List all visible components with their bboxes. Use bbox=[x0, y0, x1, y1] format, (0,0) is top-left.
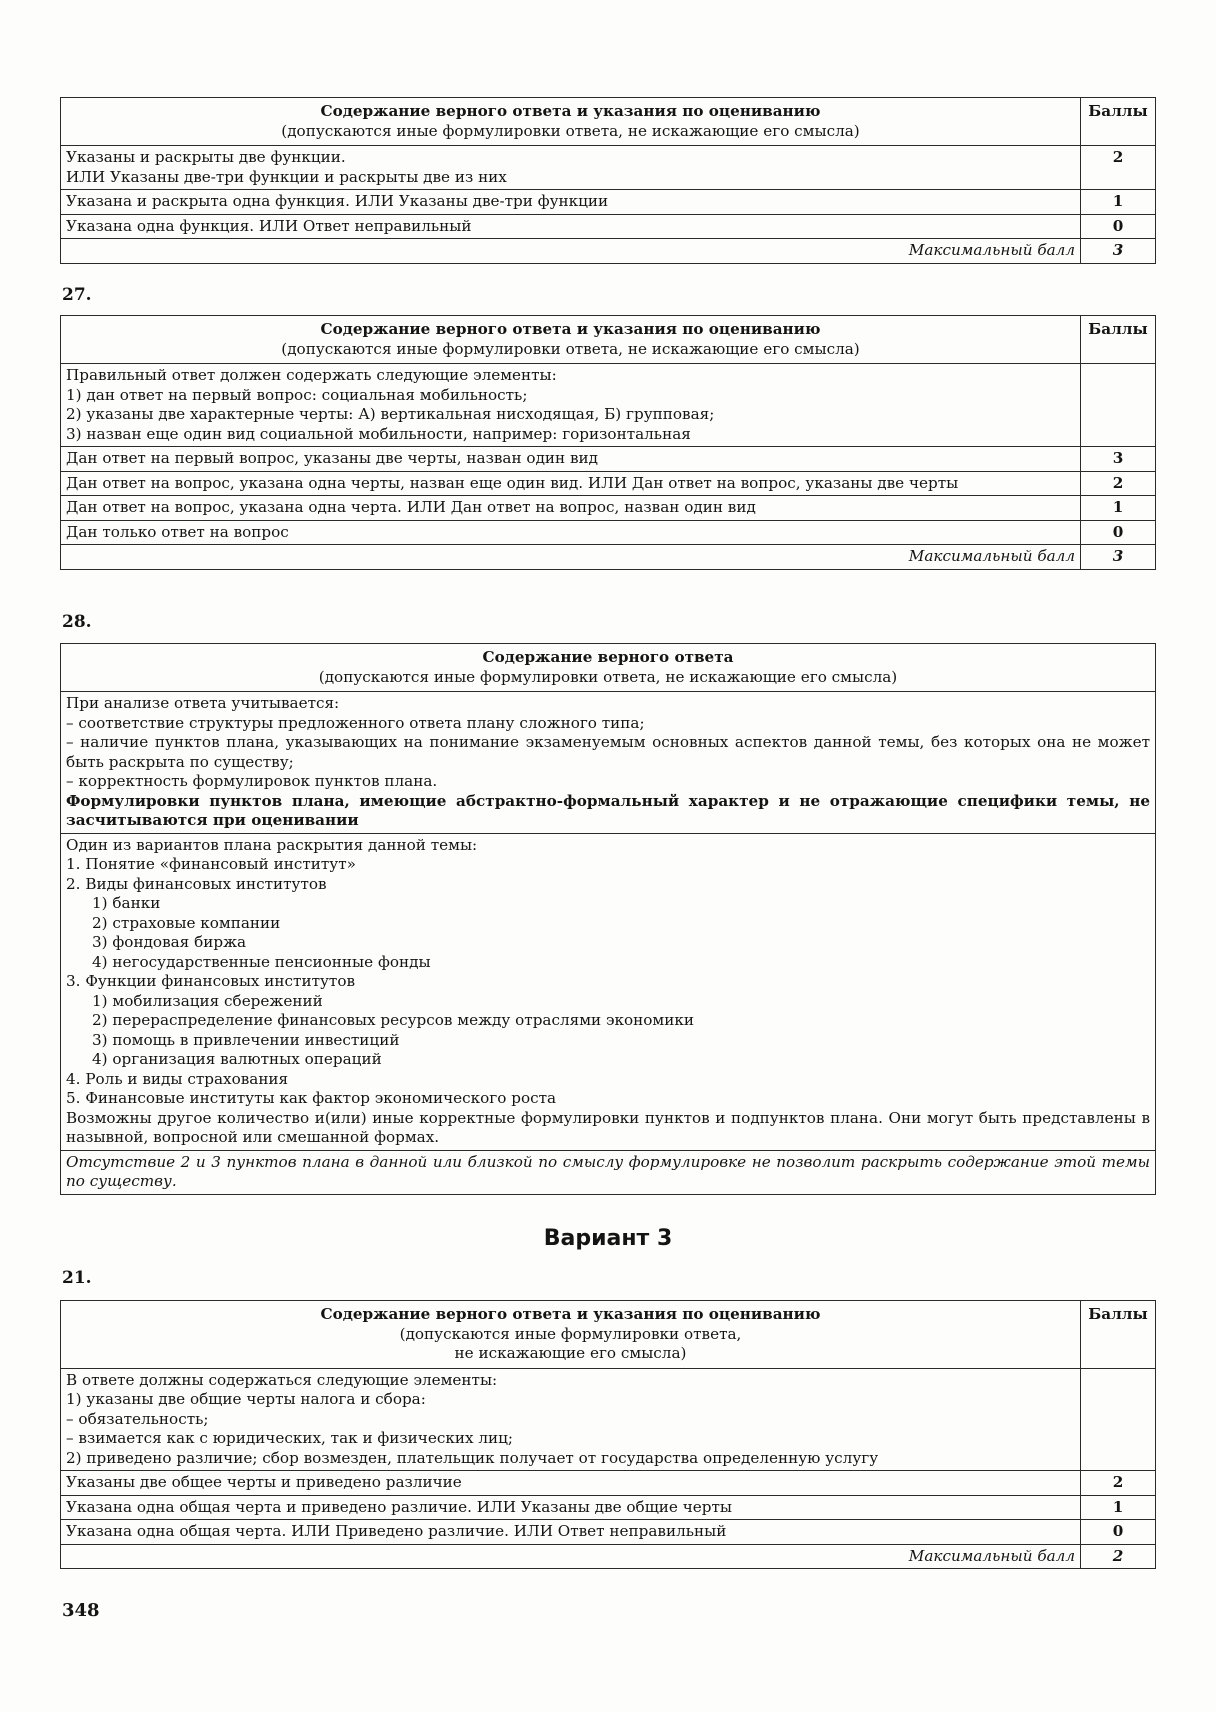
table-row bbox=[61, 1520, 1156, 1545]
table-task27 bbox=[60, 315, 1156, 570]
intro-line: В ответе должны содержаться следующие элементы: bbox=[66, 1370, 498, 1389]
table-row bbox=[61, 146, 1156, 190]
row-score: 2 bbox=[1081, 471, 1156, 496]
header-note: не искажающие его смысла) bbox=[454, 1344, 687, 1362]
intro-line: 2) указаны две характерные черты: А) вертикальная нисходящая, Б) групповая; bbox=[66, 405, 715, 423]
table-header bbox=[61, 316, 1081, 364]
row-text: Указана и раскрыта одна функция. ИЛИ Указаны две-три функции bbox=[61, 190, 1081, 215]
plan-subitem: 3) помощь в привлечении инвестиций bbox=[92, 1030, 400, 1049]
criteria-bold-note: Формулировки пунктов плана, имеющие абстрактно-формальный характер и не отражающие специфики темы, не засчитываются при оценивании bbox=[66, 791, 1150, 829]
header-note: (допускаются иные формулировки ответа, bbox=[399, 1324, 742, 1343]
scores-header: Баллы bbox=[1081, 316, 1156, 364]
scores-header: Баллы bbox=[1081, 1301, 1156, 1369]
max-label: Максимальный балл bbox=[61, 545, 1081, 570]
plan-item: 4. Роль и виды страхования bbox=[66, 1069, 289, 1088]
table-row bbox=[61, 471, 1156, 496]
table-row bbox=[61, 364, 1156, 447]
row-score: 1 bbox=[1081, 496, 1156, 521]
plan-subitem: 1) банки bbox=[92, 894, 161, 912]
row-score: 0 bbox=[1081, 214, 1156, 239]
header-title: Содержание верного ответа bbox=[482, 648, 734, 666]
table-row bbox=[61, 1495, 1156, 1520]
intro-line: Правильный ответ должен содержать следующие элементы: bbox=[66, 366, 557, 384]
intro-line: 2) приведено различие; сбор возмезден, плательщик получает от государства определенную услугу bbox=[66, 1448, 879, 1467]
scores-header: Баллы bbox=[1081, 98, 1156, 146]
header-title: Содержание верного ответа и указания по оцениванию bbox=[320, 1305, 821, 1323]
row-score: 0 bbox=[1081, 1520, 1156, 1545]
max-row bbox=[61, 1544, 1156, 1569]
max-label: Максимальный балл bbox=[61, 239, 1081, 264]
header-title: Содержание верного ответа и указания по оцениванию bbox=[320, 102, 821, 120]
table-row bbox=[61, 520, 1156, 545]
table-task28 bbox=[60, 643, 1156, 1195]
row-text: Указаны две общее черты и приведено различие bbox=[61, 1471, 1081, 1496]
intro-line: 1) дан ответ на первый вопрос: социальная мобильность; bbox=[66, 385, 528, 404]
criteria-line: – соответствие структуры предложенного ответа плану сложного типа; bbox=[66, 713, 645, 732]
task-number-28: 28. bbox=[62, 612, 92, 632]
plan-note: Возможны другое количество и(или) иные корректные формулировки пунктов и подпунктов плана. Они могут быть представлены в назывной, вопросной или смешанной формах. bbox=[66, 1108, 1150, 1146]
plan-item: 2. Виды финансовых институтов bbox=[66, 874, 327, 893]
table-row bbox=[61, 496, 1156, 521]
max-row bbox=[61, 545, 1156, 570]
criteria-line: – корректность формулировок пунктов плана. bbox=[66, 772, 438, 790]
variant-title: Вариант 3 bbox=[543, 1226, 673, 1251]
row-score: 2 bbox=[1081, 146, 1156, 190]
plan-subitem: 3) фондовая биржа bbox=[92, 933, 247, 951]
intro-line: – взимается как с юридических, так и физических лиц; bbox=[66, 1429, 514, 1447]
table-header bbox=[61, 98, 1081, 146]
plan-subitem: 2) страховые компании bbox=[92, 913, 281, 932]
header-title: Содержание верного ответа и указания по оцениванию bbox=[320, 320, 821, 338]
intro-line: 3) назван еще один вид социальной мобильности, например: горизонтальная bbox=[66, 424, 691, 443]
table-row bbox=[61, 1368, 1156, 1471]
intro-line: 1) указаны две общие черты налога и сбора: bbox=[66, 1390, 426, 1408]
row-text: Дан только ответ на вопрос bbox=[61, 520, 1081, 545]
table-header bbox=[61, 644, 1156, 692]
max-label: Максимальный балл bbox=[61, 1544, 1081, 1569]
criteria-line: При анализе ответа учитывается: bbox=[66, 694, 340, 712]
plan-intro: Один из вариантов плана раскрытия данной темы: bbox=[66, 835, 478, 854]
plan-item: 3. Функции финансовых институтов bbox=[66, 972, 356, 990]
row-score: 1 bbox=[1081, 190, 1156, 215]
table-row bbox=[61, 1471, 1156, 1496]
plan-subitem: 4) негосударственные пенсионные фонды bbox=[92, 952, 431, 971]
table-row bbox=[61, 447, 1156, 472]
table-header bbox=[61, 1301, 1081, 1369]
header-note: (допускаются иные формулировки ответа, не искажающие его смысла) bbox=[318, 667, 898, 686]
row-score: 1 bbox=[1081, 1495, 1156, 1520]
plan-subitem: 2) перераспределение финансовых ресурсов между отраслями экономики bbox=[92, 1011, 694, 1029]
table-row bbox=[61, 190, 1156, 215]
task-number-27: 27. bbox=[62, 285, 92, 305]
intro-line: – обязательность; bbox=[66, 1409, 209, 1428]
page-number: 348 bbox=[62, 1600, 100, 1621]
max-score: 2 bbox=[1081, 1544, 1156, 1569]
plan-subitem: 4) организация валютных операций bbox=[92, 1050, 382, 1068]
row-text: Указана одна функция. ИЛИ Ответ неправильный bbox=[61, 214, 1081, 239]
row-text: ИЛИ Указаны две-три функции и раскрыты две из них bbox=[66, 167, 507, 186]
row-text: Дан ответ на вопрос, указана одна черты, назван еще один вид. ИЛИ Дан ответ на вопрос, указаны две черты bbox=[61, 471, 1081, 496]
row-text: Дан ответ на первый вопрос, указаны две черты, назван один вид bbox=[61, 447, 1081, 472]
header-note: (допускаются иные формулировки ответа, не искажающие его смысла) bbox=[281, 121, 860, 140]
row-score: 2 bbox=[1081, 1471, 1156, 1496]
task-number-21: 21. bbox=[62, 1268, 92, 1288]
plan-item: 5. Финансовые институты как фактор экономического роста bbox=[66, 1089, 557, 1107]
plan-row bbox=[61, 833, 1156, 1150]
criteria-row bbox=[61, 692, 1156, 834]
header-note: (допускаются иные формулировки ответа, не искажающие его смысла) bbox=[281, 339, 860, 358]
plan-item: 1. Понятие «финансовый институт» bbox=[66, 855, 356, 873]
max-score: 3 bbox=[1081, 239, 1156, 264]
max-row bbox=[61, 239, 1156, 264]
table-task21 bbox=[60, 1300, 1156, 1569]
plan-subitem: 1) мобилизация сбережений bbox=[92, 991, 323, 1010]
row-text: Дан ответ на вопрос, указана одна черта. ИЛИ Дан ответ на вопрос, назван один вид bbox=[61, 496, 1081, 521]
row-text: Указана одна общая черта и приведено различие. ИЛИ Указаны две общие черты bbox=[61, 1495, 1081, 1520]
max-score: 3 bbox=[1081, 545, 1156, 570]
plan-footnote: Отсутствие 2 и 3 пунктов плана в данной или близкой по смыслу формулировке не позволит раскрыть содержание этой темы по существу. bbox=[61, 1150, 1156, 1194]
table-row bbox=[61, 214, 1156, 239]
row-text: Указаны и раскрыты две функции. bbox=[66, 148, 346, 166]
table-task26 bbox=[60, 97, 1156, 264]
row-score: 0 bbox=[1081, 520, 1156, 545]
row-score: 3 bbox=[1081, 447, 1156, 472]
row-text: Указана одна общая черта. ИЛИ Приведено различие. ИЛИ Ответ неправильный bbox=[61, 1520, 1081, 1545]
criteria-line: – наличие пунктов плана, указывающих на понимание экзаменуемым основных аспектов данной темы, без которых она не может быть раскрыта по существу; bbox=[66, 733, 1150, 771]
footnote-row bbox=[61, 1150, 1156, 1194]
